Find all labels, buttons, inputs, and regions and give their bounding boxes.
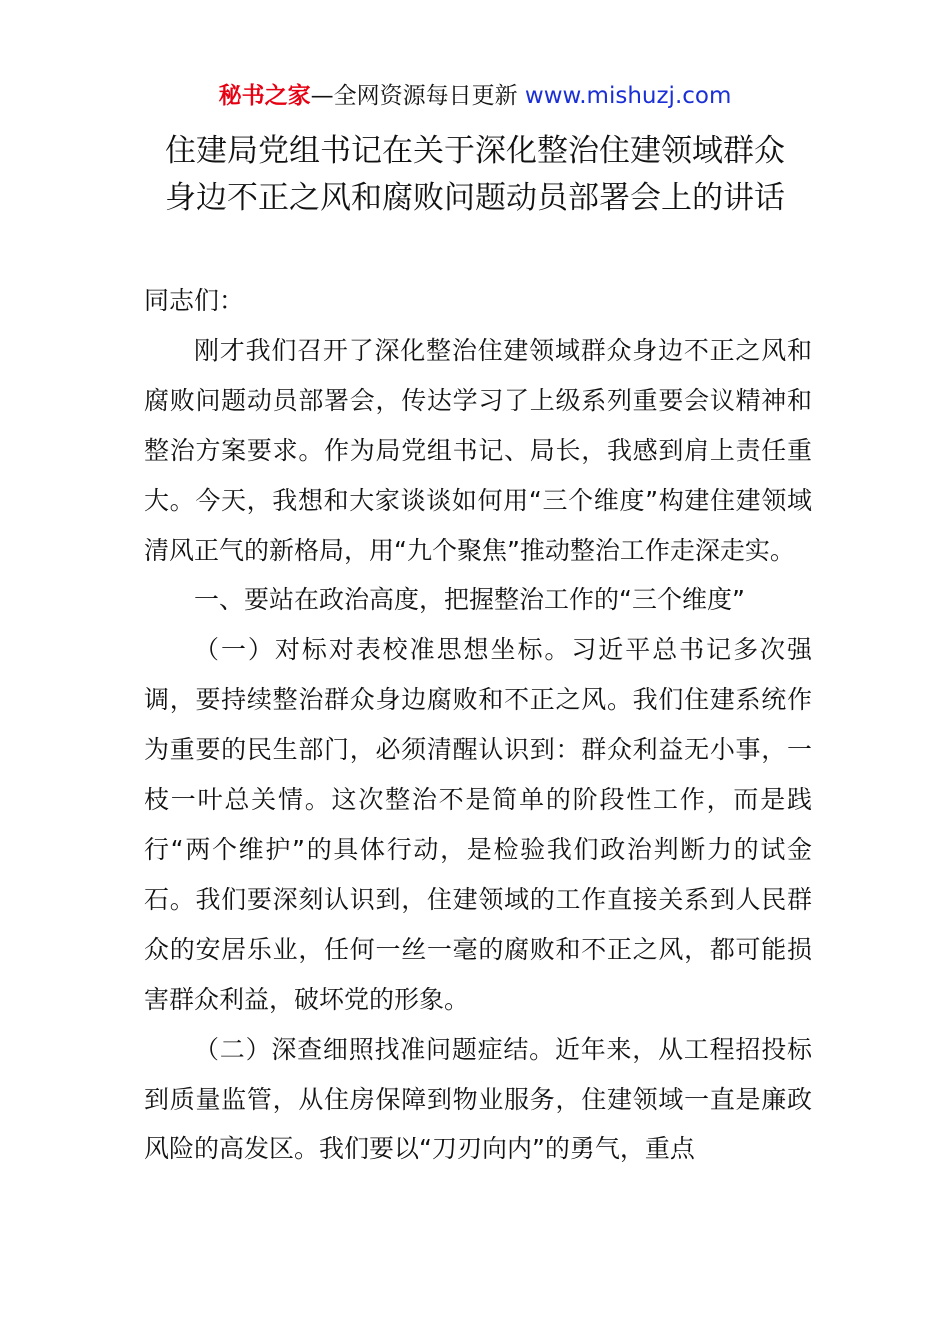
salutation: 同志们：	[144, 286, 245, 315]
section-heading: 一、要站在政治高度，把握整治工作的“三个维度”	[194, 585, 745, 615]
document-title	[0, 128, 950, 222]
site-tagline: —全网资源每日更新	[310, 83, 525, 109]
site-url-link[interactable]: www.mishuzj.com	[524, 83, 732, 109]
title-line-1: 住建局党组书记在关于深化整治住建领域群众	[165, 133, 785, 169]
point-1-paragraph: （一）对标对表校准思想坐标。习近平总书记多次强调，要持续整治群众身边腐败和不正之风。我们住建系统作为重要的民生部门，必须清醒认识到：群众利益无小事，一枝一叶总关情。这次整治不是简单的阶段性工作，而是践行“两个维护”的具体行动，是检验我们政治判断力的试金石。我们要深刻认识到，住建领域的工作直接关系到人民群众的安居乐业，任何一丝一毫的腐败和不正之风，都可能损害群众利益，破坏党的形象。	[144, 635, 812, 1014]
site-brand: 秘书之家	[218, 83, 311, 109]
title-line-2: 身边不正之风和腐败问题动员部署会上的讲话	[165, 180, 785, 216]
intro-paragraph: 刚才我们召开了深化整治住建领域群众身边不正之风和腐败问题动员部署会，传达学习了上级系列重要会议精神和整治方案要求。作为局党组书记、局长，我感到肩上责任重大。今天，我想和大家谈谈如何用“三个维度”构建住建领域清风正气的新格局，用“九个聚焦”推动整治工作走深走实。	[144, 335, 812, 565]
point-2-paragraph: （二）深查细照找准问题症结。近年来，从工程招投标到质量监管，从住房保障到物业服务，住建领域一直是廉政风险的高发区。我们要以“刀刃向内”的勇气，重点	[144, 1034, 812, 1164]
document-body	[144, 276, 812, 1174]
site-header	[0, 80, 950, 112]
